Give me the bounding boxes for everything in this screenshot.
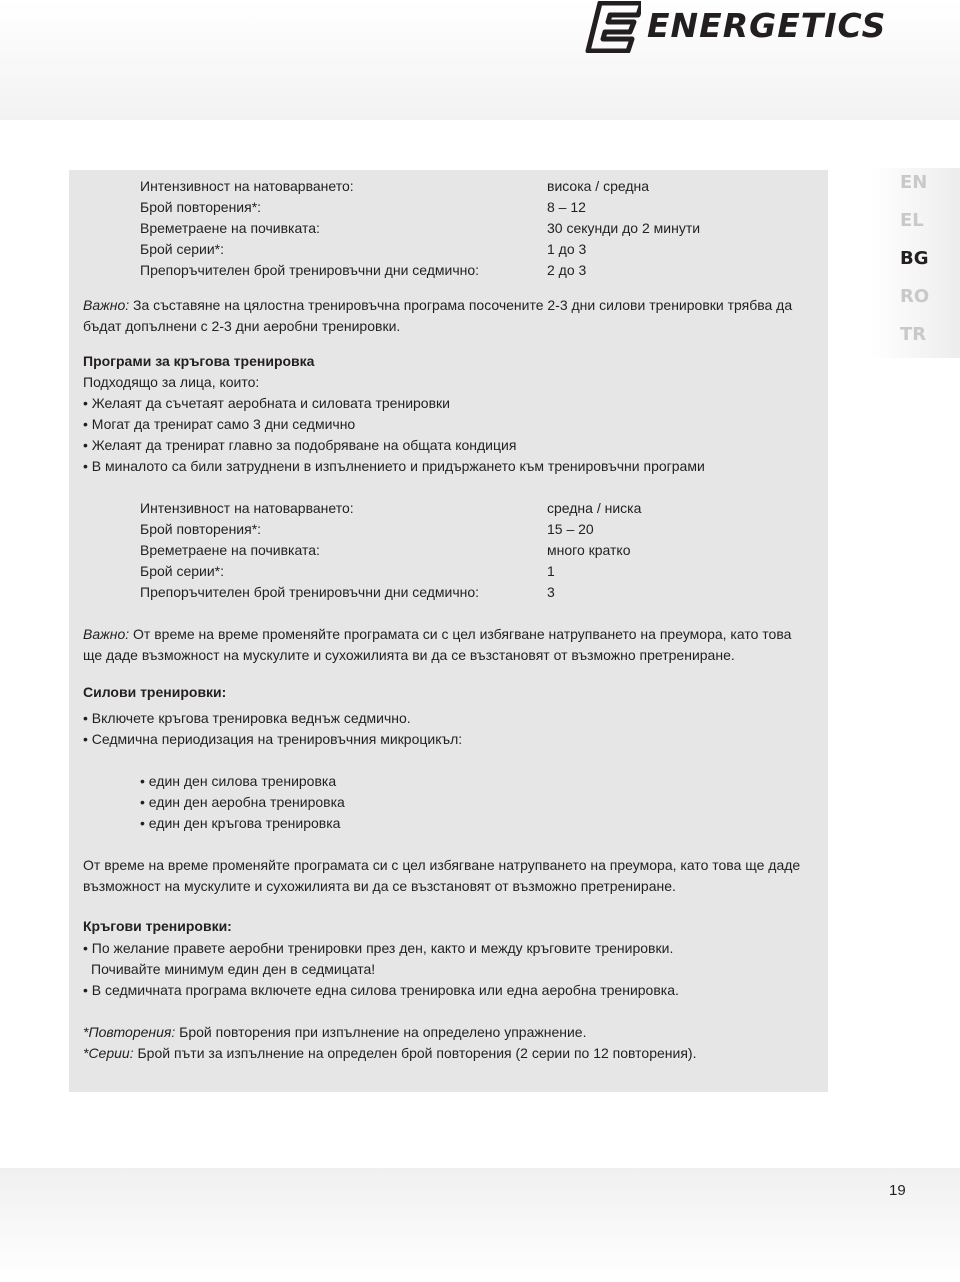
important-note-cont: бъдат допълнени с 2-3 дни аеробни тренировки. — [83, 318, 401, 334]
sub-list-item: • един ден силова тренировка — [83, 771, 823, 792]
param-value: 1 до 3 — [547, 241, 587, 257]
sub-list-item: • един ден аеробна тренировка — [83, 792, 823, 813]
list-item: • Желаят да съчетаят аеробната и силовата тренировки — [83, 393, 823, 414]
section-title: Кръгови тренировки: — [83, 918, 232, 934]
param-row — [83, 176, 823, 197]
param-label: Времетраене на почивката: — [140, 542, 320, 558]
param-value: 3 — [547, 584, 555, 600]
param-row — [83, 197, 823, 218]
section-title: Програми за кръгова тренировка — [83, 353, 315, 369]
param-value: 15 – 20 — [547, 521, 594, 537]
list-item: • В миналото са били затруднени в изпълнението и придържането към тренировъчни програми — [83, 456, 823, 477]
paragraph: възможност на мускулите и сухожилията ви да се възстановят от възможно претрениране. — [83, 878, 676, 894]
energetics-logo — [585, 1, 925, 53]
page-number: 19 — [889, 1182, 906, 1199]
circuit-params-table — [83, 498, 823, 603]
section-title: Силови тренировки: — [83, 684, 227, 700]
list-item-cont: Почивайте минимум един ден в седмицата! — [91, 961, 376, 977]
important-note: Важно: За съставяне на цялостна тренировъчна програма посочените 2-3 дни силови тренировки трябва да — [83, 297, 793, 313]
param-row — [83, 519, 823, 540]
param-row — [83, 218, 823, 239]
param-label: Брой серии*: — [140, 241, 225, 257]
param-value: много кратко — [547, 542, 631, 558]
content — [83, 176, 823, 1064]
param-label: Интензивност на натоварването: — [140, 178, 354, 194]
important-note: Важно: От време на време променяйте програмата си с цел избягване натрупването на преумора, като това — [83, 626, 792, 642]
param-value: 8 – 12 — [547, 199, 586, 215]
list-item: • По желание правете аеробни тренировки през ден, както и между кръговите тренировки. — [83, 938, 823, 959]
lang-tab-en[interactable]: EN — [870, 168, 960, 206]
important-note-cont: ще даде възможност на мускулите и сухожилията ви да се възстановят от възможно претрениране. — [83, 647, 735, 663]
list-item: • Могат да тренират само 3 дни седмично — [83, 414, 823, 435]
param-row — [83, 540, 823, 561]
param-label: Брой повторения*: — [140, 521, 262, 537]
footnote: *Повторения: Брой повторения при изпълнение на определено упражнение. — [83, 1024, 587, 1040]
list-item: • Седмична периодизация на тренировъчния микроцикъл: — [83, 729, 823, 750]
param-value: 1 — [547, 563, 555, 579]
lang-tab-ro[interactable]: RO — [870, 282, 960, 320]
list-item: • В седмичната програма включете една силова тренировка или една аеробна тренировка. — [83, 980, 823, 1001]
param-row — [83, 582, 823, 603]
param-label: Интензивност на натоварването: — [140, 500, 354, 516]
param-row — [83, 239, 823, 260]
lang-tab-el[interactable]: EL — [870, 206, 960, 244]
lang-tab-tr[interactable]: TR — [870, 320, 960, 358]
logo-e-icon — [585, 1, 641, 53]
param-label: Брой серии*: — [140, 563, 225, 579]
brand-name: ENERGETICS — [647, 6, 887, 45]
param-label: Препоръчителен брой тренировъчни дни седмично: — [140, 262, 480, 278]
sub-list-item: • един ден кръгова тренировка — [83, 813, 823, 834]
strength-params-table — [83, 176, 823, 281]
param-value: средна / ниска — [547, 500, 642, 516]
paragraph: От време на време променяйте програмата си с цел избягване натрупването на преумора, като това ще даде — [83, 857, 801, 873]
param-label: Времетраене на почивката: — [140, 220, 320, 236]
param-value: 2 до 3 — [547, 262, 587, 278]
list-item: • Желаят да тренират главно за подобряване на общата кондиция — [83, 435, 823, 456]
param-value: висока / средна — [547, 178, 650, 194]
param-row — [83, 498, 823, 519]
param-value: 30 секунди до 2 минути — [547, 220, 701, 236]
param-row — [83, 260, 823, 281]
lang-tab-bg[interactable]: BG — [870, 244, 960, 282]
param-label: Брой повторения*: — [140, 199, 262, 215]
param-row — [83, 561, 823, 582]
footer-band — [0, 1168, 960, 1282]
language-nav — [870, 168, 960, 358]
param-label: Препоръчителен брой тренировъчни дни седмично: — [140, 584, 480, 600]
footnote: *Серии: Брой пъти за изпълнение на определен брой повторения (2 серии по 12 повторения). — [83, 1045, 697, 1061]
list-item: • Включете кръгова тренировка веднъж седмично. — [83, 708, 823, 729]
intro-text: Подходящо за лица, които: — [83, 374, 260, 390]
